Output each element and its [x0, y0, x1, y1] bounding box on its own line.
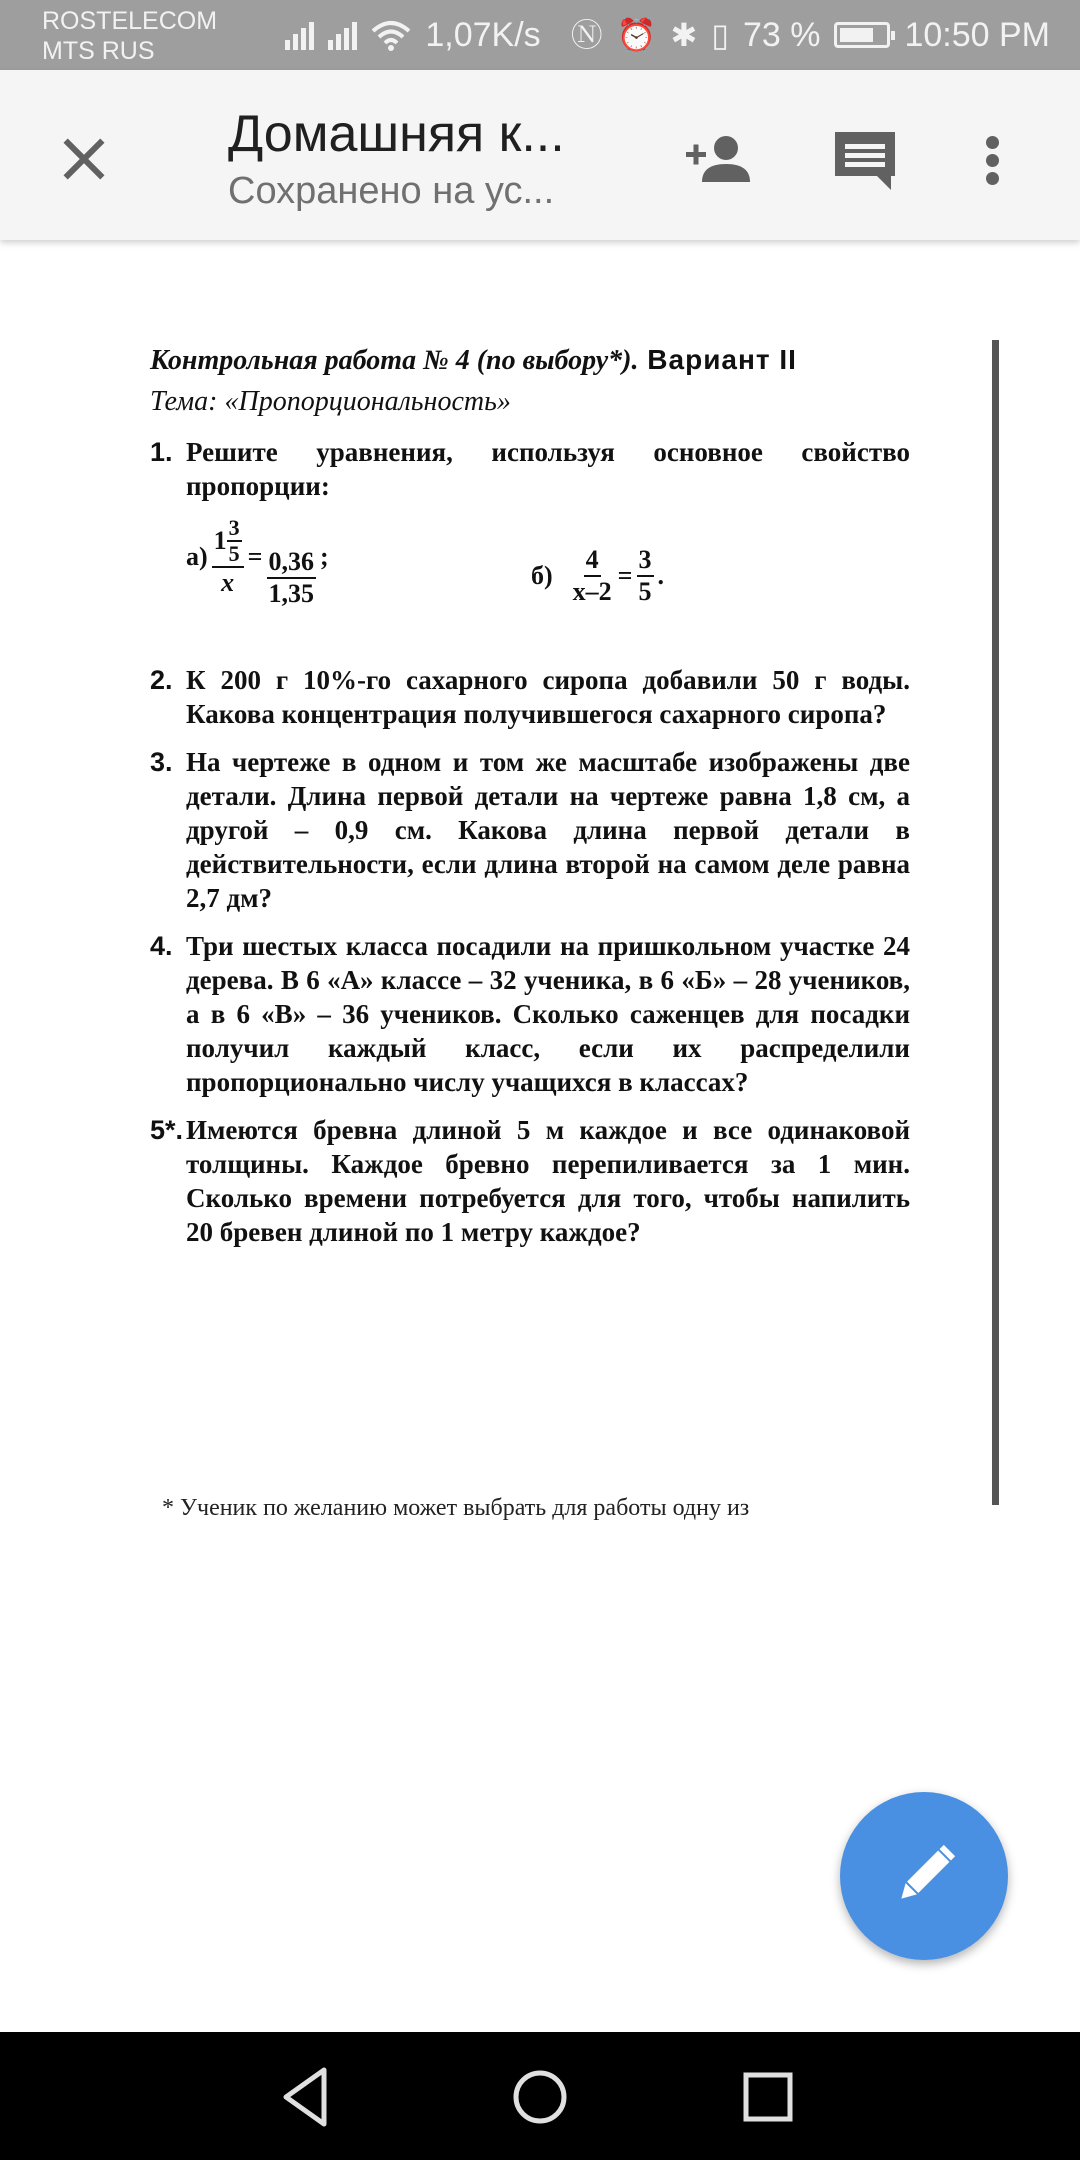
equals-sign: = [247, 542, 263, 571]
fraction [267, 547, 317, 609]
task-4 [150, 929, 910, 1099]
mixed-fraction [227, 516, 242, 566]
mixed-denominator: 5 [228, 541, 240, 566]
carrier-info [42, 6, 217, 66]
equation-b [531, 545, 664, 607]
document-heading [150, 342, 910, 379]
app-bar [0, 70, 1080, 240]
mixed-whole: 1 [213, 526, 227, 555]
fraction [571, 545, 614, 607]
net-speed: 1,07K/s [425, 15, 541, 54]
task-number: 3. [150, 747, 173, 777]
page-edge-rule [992, 340, 999, 1505]
task-5 [150, 1113, 910, 1249]
fraction-denominator: x–2 [572, 577, 612, 606]
signal-icon [328, 20, 357, 50]
system-nav-bar [0, 2032, 1080, 2160]
nfc-icon: Ⓝ [570, 17, 603, 53]
equation-a [186, 505, 329, 609]
battery-percent: 73 % [742, 15, 821, 54]
carrier-2: MTS RUS [42, 37, 155, 65]
fraction-numerator [212, 516, 244, 568]
task-text: Три шестых класса посадили на пришкольном участке 24 дерева. В 6 «А» классе – 32 ученика, в 6 «Б» – 28 учеников, а в 6 «В» – 36 учеников. Сколько саженцев для посадки получил каждый класс, если их распределили пропорционально числу учащихся в классах? [186, 931, 910, 1097]
task-1 [150, 435, 910, 503]
carrier-1: ROSTELECOM [42, 7, 218, 35]
task-number: 4. [150, 931, 173, 961]
terminator: ; [320, 542, 329, 571]
edit-pencil-icon [840, 1792, 1008, 1960]
terminator: . [657, 561, 664, 590]
add-person-icon[interactable] [680, 120, 760, 200]
wifi-icon [371, 19, 411, 51]
fraction [212, 516, 244, 598]
save-status: Сохранено на ус... [228, 170, 555, 212]
document-topic: Тема: «Пропорциональность» [150, 386, 511, 417]
signal-icon [285, 20, 314, 50]
task-2 [150, 663, 910, 731]
task-text: На чертеже в одном и том же масштабе изображены две детали. Длина первой детали на чертеже равна 1,8 см, а другой – 0,9 см. Какова длина первой детали в действительности, если длина второй на самом деле равна 2,7 дм? [186, 747, 910, 913]
recents-icon[interactable] [733, 2062, 803, 2132]
heading-main: Контрольная работа № 4 (по выбору*). [150, 345, 639, 376]
home-icon[interactable] [505, 2062, 575, 2132]
task-text: Имеются бревна длиной 5 м каждое и все одинаковой толщины. Каждое бревно перепиливается за 1 мин. Сколько времени потребуется для того, чтобы напилить 20 бревен длиной по 1 метру каждое? [186, 1115, 910, 1247]
bluetooth-icon: ✱ [670, 17, 698, 53]
document-page [150, 342, 910, 1249]
document-title: Домашняя к... [228, 105, 565, 163]
battery-level [840, 28, 872, 42]
vibrate-icon: ▯ [711, 17, 729, 53]
comment-icon[interactable] [825, 120, 905, 200]
fraction [637, 545, 654, 607]
alarm-icon: ⏰ [616, 17, 657, 53]
mixed-numerator: 3 [228, 515, 240, 540]
status-bar [0, 0, 1080, 70]
task-number: 1. [150, 437, 173, 467]
fraction-numerator: 0,36 [267, 547, 317, 579]
fraction-denominator: 5 [638, 577, 652, 606]
footnote: * Ученик по желанию может выбрать для работы одну из [162, 1495, 750, 1521]
fraction-denominator: 1,35 [268, 579, 314, 608]
more-vert-icon[interactable] [968, 120, 1018, 200]
equation-label: б) [531, 561, 553, 590]
task-text: К 200 г 10%-го сахарного сиропа добавили 50 г воды. Какова концентрация получившегося сахарного сиропа? [186, 665, 910, 729]
equals-sign: = [617, 561, 633, 590]
heading-variant: Вариант II [638, 344, 797, 375]
task-number: 5*. [150, 1115, 184, 1145]
fraction-numerator: 4 [584, 545, 601, 577]
fraction-denominator: x [221, 568, 235, 597]
edit-fab[interactable] [840, 1792, 1008, 1960]
equation-label: а) [186, 542, 208, 571]
close-icon[interactable] [50, 125, 120, 195]
fraction-numerator: 3 [637, 545, 654, 577]
task-1-equations [186, 503, 910, 613]
clock: 10:50 PM [904, 15, 1050, 54]
battery-icon [834, 22, 890, 48]
status-icons [285, 0, 1050, 70]
task-text: Решите уравнения, используя основное свойство пропорции: [186, 437, 910, 501]
back-icon[interactable] [272, 2062, 342, 2132]
task-number: 2. [150, 665, 173, 695]
task-3 [150, 745, 910, 915]
